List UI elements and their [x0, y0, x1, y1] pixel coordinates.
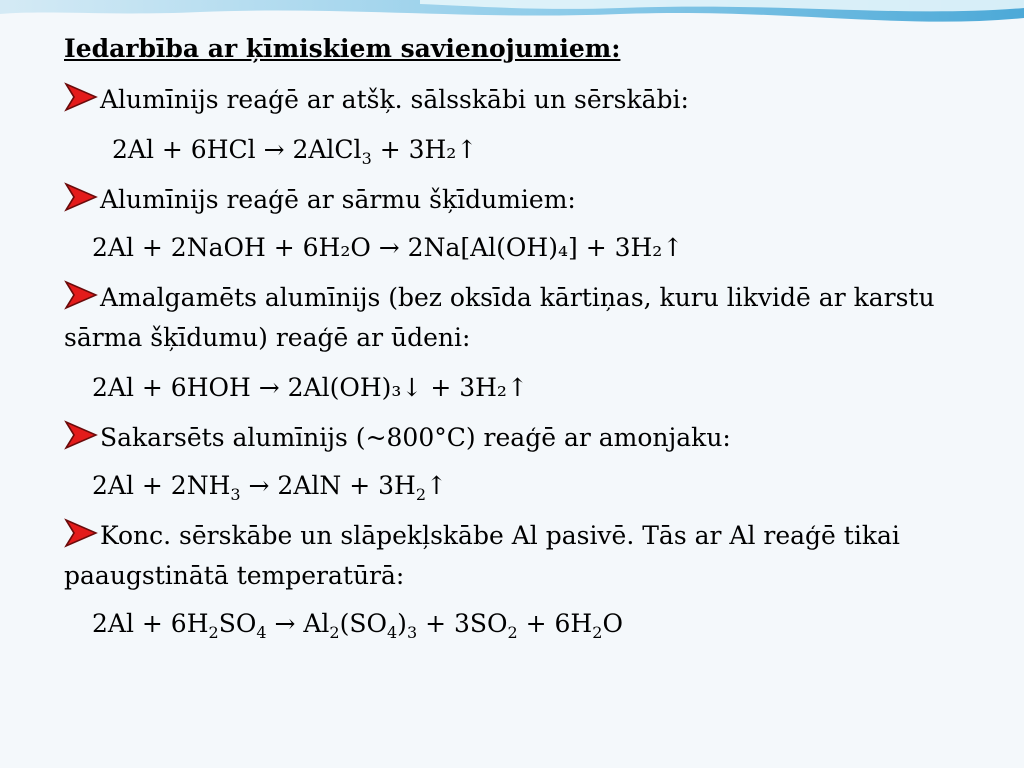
slide-title: Iedarbība ar ķīmiskiem savienojumiem: — [64, 34, 621, 63]
arrow-bullet-icon — [64, 280, 98, 310]
bullet-4-text: Sakarsēts alumīnijs (~800°C) reaģē ar amonjaku: — [100, 423, 731, 452]
arrow-bullet-icon — [64, 518, 98, 548]
equation-2: 2Al + 2NaOH + 6H₂O → 2Na[Al(OH)₄] + 3H₂↑ — [92, 233, 684, 262]
equation-5: $2Al + 6H_2SO_4 \to Al_2(SO_4)_3 + 3SO_2 + 6H_2O$ — [92, 609, 623, 642]
arrow-bullet-icon — [64, 420, 98, 450]
equation-1: 2Al + 6HCl → 2AlCl$_3$ + 3H₂↑ — [112, 135, 478, 168]
bullet-2 — [64, 180, 974, 220]
bullet-5 — [64, 516, 974, 596]
arrow-bullet-icon — [64, 182, 98, 212]
bullet-4 — [64, 418, 974, 458]
bullet-5-text: Konc. sērskābe un slāpekļskābe Al pasivē. Tās ar Al reaģē tikai paaugstinātā temperatūrā: — [64, 521, 900, 590]
bullet-3 — [64, 278, 974, 358]
equation-4: $2Al + 2NH_3 \to 2AlN$ + $3H_2↑$ — [92, 471, 447, 504]
equation-3: 2Al + 6HOH → 2Al(OH)₃↓ + 3H₂↑ — [92, 373, 528, 402]
bullet-1-text: Alumīnijs reaģē ar atšķ. sālsskābi un sērskābi: — [100, 85, 689, 114]
bullet-2-text: Alumīnijs reaģē ar sārmu šķīdumiem: — [100, 185, 576, 214]
bullet-3-text: Amalgamēts alumīnijs (bez oksīda kārtiņas, kuru likvidē ar karstu sārma šķīdumu) reaģē ar ūdeni: — [64, 283, 935, 352]
bullet-1 — [64, 80, 974, 120]
arrow-bullet-icon — [64, 82, 98, 112]
